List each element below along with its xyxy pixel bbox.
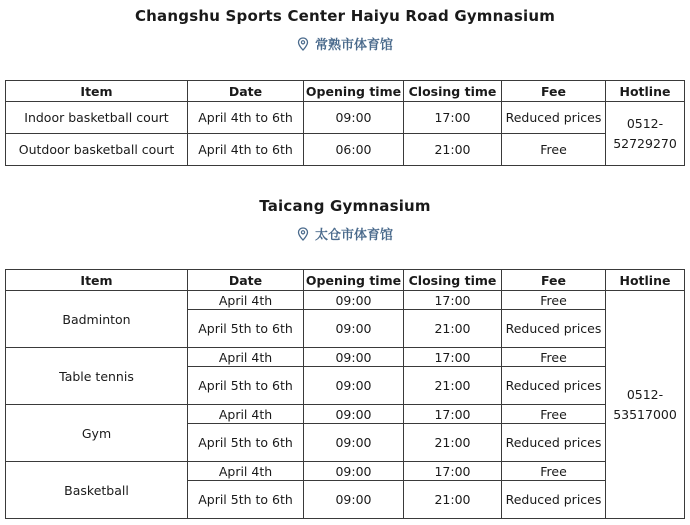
cell-fee: Reduced prices — [502, 481, 606, 519]
cell-fee: Reduced prices — [502, 367, 606, 405]
cell-close: 17:00 — [404, 405, 502, 424]
cell-fee: Free — [502, 291, 606, 310]
cell-open: 06:00 — [304, 134, 404, 166]
cell-open: 09:00 — [304, 310, 404, 348]
cell-fee: Free — [502, 405, 606, 424]
table-header-row — [6, 270, 685, 291]
cell-date: April 5th to 6th — [188, 367, 304, 405]
location-pin-icon — [297, 227, 309, 241]
cell-open: 09:00 — [304, 102, 404, 134]
cell-close: 17:00 — [404, 291, 502, 310]
cell-date: April 5th to 6th — [188, 424, 304, 462]
cell-open: 09:00 — [304, 348, 404, 367]
header-date: Date — [188, 270, 304, 291]
cell-item: Table tennis — [6, 348, 188, 405]
cell-date: April 4th — [188, 405, 304, 424]
header-hotline: Hotline — [606, 81, 685, 102]
cell-fee: Reduced prices — [502, 102, 606, 134]
cell-item: Basketball — [6, 462, 188, 519]
cell-date: April 4th — [188, 462, 304, 481]
cell-hotline — [606, 102, 685, 166]
table-row — [6, 102, 685, 134]
venue2-table — [5, 269, 685, 519]
cell-close: 17:00 — [404, 102, 502, 134]
venue1-subtitle-row — [0, 34, 690, 53]
cell-close: 21:00 — [404, 134, 502, 166]
header-fee: Fee — [502, 270, 606, 291]
cell-close: 21:00 — [404, 481, 502, 519]
cell-close: 21:00 — [404, 310, 502, 348]
cell-open: 09:00 — [304, 462, 404, 481]
location-pin-icon — [297, 37, 309, 51]
cell-hotline — [606, 291, 685, 519]
venue2-title: Taicang Gymnasium — [259, 197, 431, 215]
hotline-line-2: 52729270 — [613, 135, 677, 151]
cell-open: 09:00 — [304, 424, 404, 462]
cell-date: April 5th to 6th — [188, 481, 304, 519]
cell-open: 09:00 — [304, 405, 404, 424]
cell-date: April 4th — [188, 348, 304, 367]
header-item: Item — [6, 81, 188, 102]
table-row — [6, 291, 685, 310]
cell-item: Indoor basketball court — [6, 102, 188, 134]
table-row — [6, 405, 685, 424]
cell-open: 09:00 — [304, 367, 404, 405]
table-header-row — [6, 81, 685, 102]
header-item: Item — [6, 270, 188, 291]
venue1-title: Changshu Sports Center Haiyu Road Gymnasium — [134, 7, 556, 25]
cell-fee: Reduced prices — [502, 310, 606, 348]
cell-fee: Reduced prices — [502, 424, 606, 462]
cell-date: April 4th — [188, 291, 304, 310]
header-opening-time: Opening time — [304, 270, 404, 291]
cell-item: Badminton — [6, 291, 188, 348]
cell-close: 21:00 — [404, 424, 502, 462]
cell-close: 17:00 — [404, 462, 502, 481]
cell-open: 09:00 — [304, 481, 404, 519]
header-closing-time: Closing time — [404, 81, 502, 102]
cell-fee: Free — [502, 134, 606, 166]
header-hotline: Hotline — [606, 270, 685, 291]
hotline-line-2: 53517000 — [613, 406, 677, 422]
header-closing-time: Closing time — [404, 270, 502, 291]
cell-close: 21:00 — [404, 367, 502, 405]
cell-date: April 5th to 6th — [188, 310, 304, 348]
cell-fee: Free — [502, 462, 606, 481]
header-opening-time: Opening time — [304, 81, 404, 102]
venue2-subtitle-row — [0, 224, 690, 243]
cell-date: April 4th to 6th — [188, 134, 304, 166]
cell-item: Outdoor basketball court — [6, 134, 188, 166]
cell-date: April 4th to 6th — [188, 102, 304, 134]
venue1-subtitle: 常熟市体育馆 — [314, 38, 393, 53]
header-date: Date — [188, 81, 304, 102]
cell-item: Gym — [6, 405, 188, 462]
cell-fee: Free — [502, 348, 606, 367]
venue1-table — [5, 80, 685, 166]
hotline-line-1: 0512- — [626, 115, 664, 131]
header-fee: Fee — [502, 81, 606, 102]
cell-open: 09:00 — [304, 291, 404, 310]
hotline-line-1: 0512- — [626, 386, 664, 402]
table-row — [6, 348, 685, 367]
table-row — [6, 134, 685, 166]
cell-close: 17:00 — [404, 348, 502, 367]
venue2-subtitle: 太仓市体育馆 — [314, 228, 393, 243]
table-row — [6, 462, 685, 481]
